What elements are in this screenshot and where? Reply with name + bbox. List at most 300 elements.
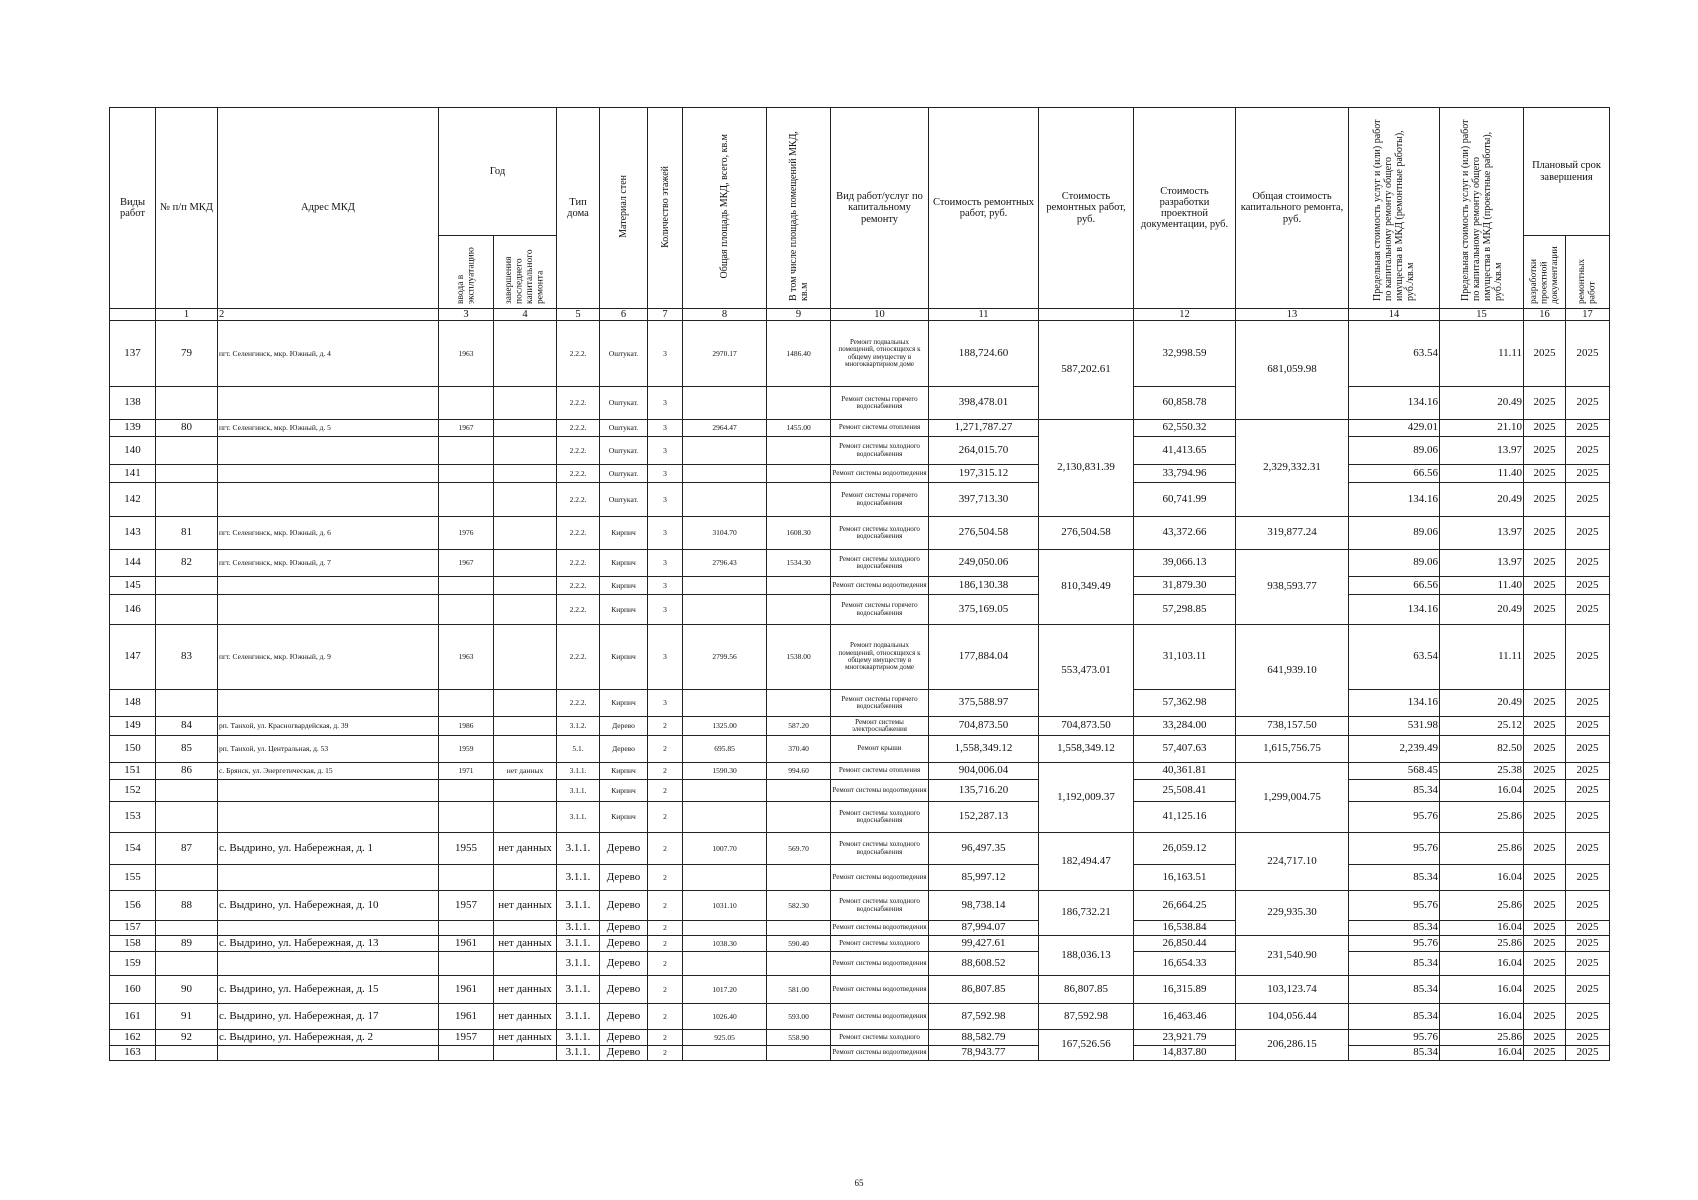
- table-row: [110, 465, 1610, 483]
- deadline-project: 2025: [1524, 321, 1566, 387]
- repair-cost-total: 704,873.50: [1039, 717, 1134, 736]
- header-pred-rem: [1349, 108, 1440, 309]
- limit-repair: 63.54: [1349, 625, 1440, 690]
- project-cost: 40,361.81: [1134, 763, 1236, 780]
- repair-cost-total: 553,473.01: [1039, 625, 1134, 717]
- row-number: 141: [110, 465, 156, 483]
- limit-repair: 85.34: [1349, 780, 1440, 802]
- header-ploshad-pom: [767, 108, 831, 309]
- deadline-repair: 2025: [1566, 1046, 1610, 1061]
- floors: 3: [648, 550, 683, 577]
- limit-repair: 95.76: [1349, 802, 1440, 833]
- row-number: 149: [110, 717, 156, 736]
- year-last-repair: [494, 437, 557, 465]
- work-type: Ремонт системы водоотведения: [831, 921, 929, 936]
- mkd-number: 79: [156, 321, 218, 387]
- year-commission: [439, 690, 494, 717]
- total-area: [683, 387, 767, 420]
- deadline-project: 2025: [1524, 625, 1566, 690]
- year-last-repair: нет данных: [494, 1004, 557, 1030]
- total-area: 1031.10: [683, 891, 767, 921]
- total-area: [683, 437, 767, 465]
- year-last-repair: [494, 420, 557, 437]
- wall-material: Кирпич: [600, 690, 648, 717]
- row-number: 151: [110, 763, 156, 780]
- limit-project: 13.97: [1440, 517, 1524, 550]
- premises-area: [767, 595, 831, 625]
- house-type: 2.2.2.: [557, 420, 600, 437]
- limit-repair: 134.16: [1349, 483, 1440, 517]
- repair-cost-total: 87,592.98: [1039, 1004, 1134, 1030]
- repair-cost-total: 86,807.85: [1039, 976, 1134, 1004]
- work-type: Ремонт системы водоотведения: [831, 465, 929, 483]
- year-last-repair: [494, 595, 557, 625]
- work-type: Ремонт системы горячего водоснабжения: [831, 387, 929, 420]
- total-cost: 738,157.50: [1236, 717, 1349, 736]
- row-number: 153: [110, 802, 156, 833]
- limit-repair: 63.54: [1349, 321, 1440, 387]
- table-row: [110, 976, 1610, 1004]
- work-type: Ремонт системы горячего водоснабжения: [831, 690, 929, 717]
- year-commission: 1971: [439, 763, 494, 780]
- mkd-number: 85: [156, 736, 218, 763]
- mkd-number: [156, 595, 218, 625]
- column-number: 4: [494, 309, 557, 321]
- address: пгт. Селенгинск, мкр. Южный, д. 9: [218, 625, 439, 690]
- work-type: Ремонт системы холодного водоснабжения: [831, 891, 929, 921]
- house-type: 2.2.2.: [557, 437, 600, 465]
- total-area: [683, 802, 767, 833]
- header-vid-rabot-uslug: Вид работ/услуг по капитальному ремонту: [831, 108, 929, 309]
- year-commission: 1976: [439, 517, 494, 550]
- house-type: 3.1.2.: [557, 717, 600, 736]
- mkd-number: 91: [156, 1004, 218, 1030]
- limit-repair: 531.98: [1349, 717, 1440, 736]
- deadline-repair: 2025: [1566, 1030, 1610, 1046]
- limit-project: 13.97: [1440, 437, 1524, 465]
- work-type: Ремонт системы водоотведения: [831, 1004, 929, 1030]
- work-type: Ремонт крыши: [831, 736, 929, 763]
- total-area: [683, 952, 767, 976]
- header-ploshad: [683, 108, 767, 309]
- address: [218, 577, 439, 595]
- premises-area: 1534.30: [767, 550, 831, 577]
- work-type: Ремонт системы горячего водоснабжения: [831, 483, 929, 517]
- year-last-repair: [494, 387, 557, 420]
- mkd-number: 92: [156, 1030, 218, 1046]
- house-type: 5.1.: [557, 736, 600, 763]
- house-type: 3.1.1.: [557, 1004, 600, 1030]
- total-cost: 681,059.98: [1236, 321, 1349, 420]
- limit-repair: 2,239.49: [1349, 736, 1440, 763]
- header-srok: Плановый срок завершения: [1524, 108, 1610, 236]
- year-commission: 1961: [439, 1004, 494, 1030]
- floors: 3: [648, 595, 683, 625]
- header-srok-proekt: [1524, 236, 1566, 309]
- project-cost: 26,850.44: [1134, 936, 1236, 952]
- total-area: [683, 483, 767, 517]
- mkd-number: [156, 483, 218, 517]
- limit-repair: 66.56: [1349, 577, 1440, 595]
- deadline-repair: 2025: [1566, 517, 1610, 550]
- project-cost: 31,103.11: [1134, 625, 1236, 690]
- table-row: [110, 550, 1610, 577]
- wall-material: Кирпич: [600, 577, 648, 595]
- premises-area: [767, 865, 831, 891]
- header-stoimost-proekt: Стоимость разработки проектной документации, руб.: [1134, 108, 1236, 309]
- year-last-repair: [494, 517, 557, 550]
- column-number: 16: [1524, 309, 1566, 321]
- deadline-repair: 2025: [1566, 802, 1610, 833]
- year-last-repair: [494, 780, 557, 802]
- mkd-number: 80: [156, 420, 218, 437]
- total-cost: 229,935.30: [1236, 891, 1349, 936]
- project-cost: 62,550.32: [1134, 420, 1236, 437]
- deadline-project: 2025: [1524, 936, 1566, 952]
- premises-area: [767, 437, 831, 465]
- mkd-number: 90: [156, 976, 218, 1004]
- address: с. Выдрино, ул. Набережная, д. 2: [218, 1030, 439, 1046]
- year-last-repair: [494, 952, 557, 976]
- mkd-number: 86: [156, 763, 218, 780]
- limit-repair: 85.34: [1349, 952, 1440, 976]
- repair-cost: 904,006.04: [929, 763, 1039, 780]
- year-commission: [439, 387, 494, 420]
- limit-project: 16.04: [1440, 1046, 1524, 1061]
- total-area: 695.85: [683, 736, 767, 763]
- floors: 2: [648, 952, 683, 976]
- row-number: 163: [110, 1046, 156, 1061]
- column-number: 1: [156, 309, 218, 321]
- floors: 2: [648, 891, 683, 921]
- limit-repair: 85.34: [1349, 921, 1440, 936]
- limit-repair: 95.76: [1349, 833, 1440, 865]
- project-cost: 14,837.80: [1134, 1046, 1236, 1061]
- premises-area: 558.90: [767, 1030, 831, 1046]
- address: с. Брянск, ул. Энергетическая, д. 15: [218, 763, 439, 780]
- floors: 2: [648, 865, 683, 891]
- repair-cost: 85,997.12: [929, 865, 1039, 891]
- repair-cost: 398,478.01: [929, 387, 1039, 420]
- wall-material: Кирпич: [600, 625, 648, 690]
- column-number: 9: [767, 309, 831, 321]
- limit-project: 82.50: [1440, 736, 1524, 763]
- deadline-repair: 2025: [1566, 550, 1610, 577]
- floors: 2: [648, 936, 683, 952]
- house-type: 3.1.1.: [557, 865, 600, 891]
- premises-area: 994.60: [767, 763, 831, 780]
- premises-area: 1608.30: [767, 517, 831, 550]
- deadline-repair: 2025: [1566, 577, 1610, 595]
- work-type: Ремонт системы отопления: [831, 420, 929, 437]
- mkd-number: 89: [156, 936, 218, 952]
- premises-area: 587.20: [767, 717, 831, 736]
- floors: 2: [648, 1004, 683, 1030]
- limit-repair: 85.34: [1349, 1004, 1440, 1030]
- column-number: [1039, 309, 1134, 321]
- address: пгт. Селенгинск, мкр. Южный, д. 7: [218, 550, 439, 577]
- address: пгт. Селенгинск, мкр. Южный, д. 5: [218, 420, 439, 437]
- floors: 3: [648, 517, 683, 550]
- limit-project: 25.86: [1440, 1030, 1524, 1046]
- limit-project: 11.40: [1440, 465, 1524, 483]
- header-god-vvoda-text: ввода в эксплуатацию: [455, 247, 476, 305]
- floors: 2: [648, 1046, 683, 1061]
- address: [218, 921, 439, 936]
- project-cost: 16,654.33: [1134, 952, 1236, 976]
- floors: 2: [648, 833, 683, 865]
- deadline-project: 2025: [1524, 976, 1566, 1004]
- premises-area: [767, 802, 831, 833]
- column-number: 7: [648, 309, 683, 321]
- work-type: Ремонт подвальных помещений, относящихся к общему имуществу в многоквартирном доме: [831, 321, 929, 387]
- row-number: 159: [110, 952, 156, 976]
- deadline-repair: 2025: [1566, 780, 1610, 802]
- deadline-project: 2025: [1524, 420, 1566, 437]
- floors: 2: [648, 763, 683, 780]
- column-numbers-row: [110, 309, 1610, 321]
- total-area: [683, 865, 767, 891]
- year-last-repair: нет данных: [494, 763, 557, 780]
- deadline-project: 2025: [1524, 483, 1566, 517]
- table-row: [110, 802, 1610, 833]
- deadline-repair: 2025: [1566, 420, 1610, 437]
- premises-area: [767, 780, 831, 802]
- premises-area: [767, 921, 831, 936]
- floors: 3: [648, 321, 683, 387]
- deadline-project: 2025: [1524, 550, 1566, 577]
- work-type: Ремонт системы водоотведения: [831, 865, 929, 891]
- work-type: Ремонт системы водоотведения: [831, 577, 929, 595]
- house-type: 2.2.2.: [557, 550, 600, 577]
- project-cost: 57,407.63: [1134, 736, 1236, 763]
- deadline-repair: 2025: [1566, 717, 1610, 736]
- project-cost: 32,998.59: [1134, 321, 1236, 387]
- wall-material: Дерево: [600, 1004, 648, 1030]
- project-cost: 23,921.79: [1134, 1030, 1236, 1046]
- limit-project: 13.97: [1440, 550, 1524, 577]
- limit-repair: 66.56: [1349, 465, 1440, 483]
- year-commission: 1963: [439, 625, 494, 690]
- repair-cost: 276,504.58: [929, 517, 1039, 550]
- total-area: 2964.47: [683, 420, 767, 437]
- floors: 2: [648, 717, 683, 736]
- year-commission: [439, 802, 494, 833]
- repair-cost: 87,592.98: [929, 1004, 1039, 1030]
- column-number: 10: [831, 309, 929, 321]
- table-row: [110, 437, 1610, 465]
- premises-area: [767, 690, 831, 717]
- mkd-number: [156, 952, 218, 976]
- address: с. Выдрино, ул. Набережная, д. 10: [218, 891, 439, 921]
- year-last-repair: [494, 577, 557, 595]
- table-row: [110, 420, 1610, 437]
- floors: 2: [648, 1030, 683, 1046]
- deadline-project: 2025: [1524, 865, 1566, 891]
- year-last-repair: нет данных: [494, 1030, 557, 1046]
- row-number: 158: [110, 936, 156, 952]
- column-number: 2: [218, 309, 439, 321]
- row-number: 137: [110, 321, 156, 387]
- wall-material: Оштукат.: [600, 465, 648, 483]
- year-last-repair: [494, 802, 557, 833]
- project-cost: 41,413.65: [1134, 437, 1236, 465]
- work-type: Ремонт системы холодного водоснабжения: [831, 437, 929, 465]
- header-pred-proekt: [1440, 108, 1524, 309]
- limit-project: 20.49: [1440, 387, 1524, 420]
- deadline-repair: 2025: [1566, 865, 1610, 891]
- column-number: 12: [1134, 309, 1236, 321]
- total-cost: 2,329,332.31: [1236, 420, 1349, 517]
- address: [218, 465, 439, 483]
- house-type: 3.1.1.: [557, 763, 600, 780]
- work-type: Ремонт системы водоотведения: [831, 952, 929, 976]
- row-number: 146: [110, 595, 156, 625]
- capital-repair-table: [109, 107, 1610, 1061]
- total-cost: 1,615,756.75: [1236, 736, 1349, 763]
- repair-cost: 152,287.13: [929, 802, 1039, 833]
- deadline-project: 2025: [1524, 387, 1566, 420]
- address: пгт. Селенгинск, мкр. Южный, д. 6: [218, 517, 439, 550]
- repair-cost-total: 186,732.21: [1039, 891, 1134, 936]
- repair-cost-total: 1,558,349.12: [1039, 736, 1134, 763]
- work-type: Ремонт системы водоотведения: [831, 780, 929, 802]
- total-area: [683, 690, 767, 717]
- project-cost: 60,741.99: [1134, 483, 1236, 517]
- header-vid-rabot: Виды работ: [110, 108, 156, 309]
- work-type: Ремонт системы холодного водоснабжения: [831, 802, 929, 833]
- row-number: 143: [110, 517, 156, 550]
- project-cost: 57,362.98: [1134, 690, 1236, 717]
- limit-project: 25.12: [1440, 717, 1524, 736]
- repair-cost: 86,807.85: [929, 976, 1039, 1004]
- work-type: Ремонт системы водоотведения: [831, 976, 929, 1004]
- year-commission: [439, 865, 494, 891]
- project-cost: 33,284.00: [1134, 717, 1236, 736]
- wall-material: Кирпич: [600, 550, 648, 577]
- premises-area: 569.70: [767, 833, 831, 865]
- year-commission: [439, 483, 494, 517]
- deadline-repair: 2025: [1566, 387, 1610, 420]
- deadline-repair: 2025: [1566, 483, 1610, 517]
- work-type: Ремонт системы водоотведения: [831, 1046, 929, 1061]
- year-commission: [439, 595, 494, 625]
- row-number: 144: [110, 550, 156, 577]
- header-srok-proekt-text: разработки проектной документации: [1528, 246, 1560, 305]
- limit-project: 16.04: [1440, 976, 1524, 1004]
- row-number: 152: [110, 780, 156, 802]
- total-cost: 1,299,004.75: [1236, 763, 1349, 833]
- limit-project: 16.04: [1440, 780, 1524, 802]
- repair-cost: 99,427.61: [929, 936, 1039, 952]
- repair-cost: 87,994.07: [929, 921, 1039, 936]
- deadline-repair: 2025: [1566, 891, 1610, 921]
- mkd-number: 83: [156, 625, 218, 690]
- row-number: 140: [110, 437, 156, 465]
- repair-cost: 88,608.52: [929, 952, 1039, 976]
- deadline-repair: 2025: [1566, 595, 1610, 625]
- limit-project: 25.38: [1440, 763, 1524, 780]
- limit-project: 11.11: [1440, 321, 1524, 387]
- premises-area: 582.30: [767, 891, 831, 921]
- year-last-repair: нет данных: [494, 833, 557, 865]
- deadline-repair: 2025: [1566, 976, 1610, 1004]
- limit-repair: 429.01: [1349, 420, 1440, 437]
- repair-cost: 98,738.14: [929, 891, 1039, 921]
- project-cost: 31,879.30: [1134, 577, 1236, 595]
- project-cost: 16,315.89: [1134, 976, 1236, 1004]
- project-cost: 16,538.84: [1134, 921, 1236, 936]
- row-number: 160: [110, 976, 156, 1004]
- table-row: [110, 921, 1610, 936]
- total-area: [683, 1046, 767, 1061]
- total-cost: 641,939.10: [1236, 625, 1349, 717]
- total-cost: 938,593.77: [1236, 550, 1349, 625]
- wall-material: Дерево: [600, 1030, 648, 1046]
- deadline-project: 2025: [1524, 595, 1566, 625]
- address: [218, 595, 439, 625]
- floors: 3: [648, 483, 683, 517]
- wall-material: Дерево: [600, 736, 648, 763]
- page-number: 65: [854, 1178, 864, 1188]
- address: рп. Танхой, ул. Красногвардейская, д. 39: [218, 717, 439, 736]
- limit-project: 25.86: [1440, 833, 1524, 865]
- header-obshaya: Общая стоимость капитального ремонта, руб.: [1236, 108, 1349, 309]
- total-area: 1017.20: [683, 976, 767, 1004]
- year-commission: 1955: [439, 833, 494, 865]
- work-type: Ремонт системы холодного: [831, 936, 929, 952]
- limit-project: 20.49: [1440, 483, 1524, 517]
- repair-cost-total: 1,192,009.37: [1039, 763, 1134, 833]
- wall-material: Оштукат.: [600, 483, 648, 517]
- repair-cost: 704,873.50: [929, 717, 1039, 736]
- house-type: 2.2.2.: [557, 517, 600, 550]
- total-area: 2799.56: [683, 625, 767, 690]
- project-cost: 57,298.85: [1134, 595, 1236, 625]
- address: [218, 690, 439, 717]
- table-row: [110, 1046, 1610, 1061]
- address: [218, 483, 439, 517]
- address: [218, 1046, 439, 1061]
- row-number: 142: [110, 483, 156, 517]
- premises-area: 1538.00: [767, 625, 831, 690]
- project-cost: 26,664.25: [1134, 891, 1236, 921]
- house-type: 2.2.2.: [557, 625, 600, 690]
- limit-project: 20.49: [1440, 690, 1524, 717]
- repair-cost: 177,884.04: [929, 625, 1039, 690]
- table-row: [110, 577, 1610, 595]
- project-cost: 43,372.66: [1134, 517, 1236, 550]
- house-type: 3.1.1.: [557, 891, 600, 921]
- wall-material: Дерево: [600, 891, 648, 921]
- repair-cost-total: 2,130,831.39: [1039, 420, 1134, 517]
- column-number: 5: [557, 309, 600, 321]
- repair-cost: 96,497.35: [929, 833, 1039, 865]
- floors: 3: [648, 465, 683, 483]
- mkd-number: 81: [156, 517, 218, 550]
- table-row: [110, 936, 1610, 952]
- wall-material: Дерево: [600, 717, 648, 736]
- total-cost: 104,056.44: [1236, 1004, 1349, 1030]
- floors: 3: [648, 577, 683, 595]
- premises-area: 370.40: [767, 736, 831, 763]
- address: с. Выдрино, ул. Набережная, д. 1: [218, 833, 439, 865]
- limit-repair: 568.45: [1349, 763, 1440, 780]
- total-area: 1026.40: [683, 1004, 767, 1030]
- header-pred-rem-text: Предельная стоимость услуг и (или) работ по капитальному ремонту общего имущества в МКД (ремонтные работы), руб./кв.м: [1372, 120, 1416, 302]
- year-commission: 1959: [439, 736, 494, 763]
- year-commission: [439, 780, 494, 802]
